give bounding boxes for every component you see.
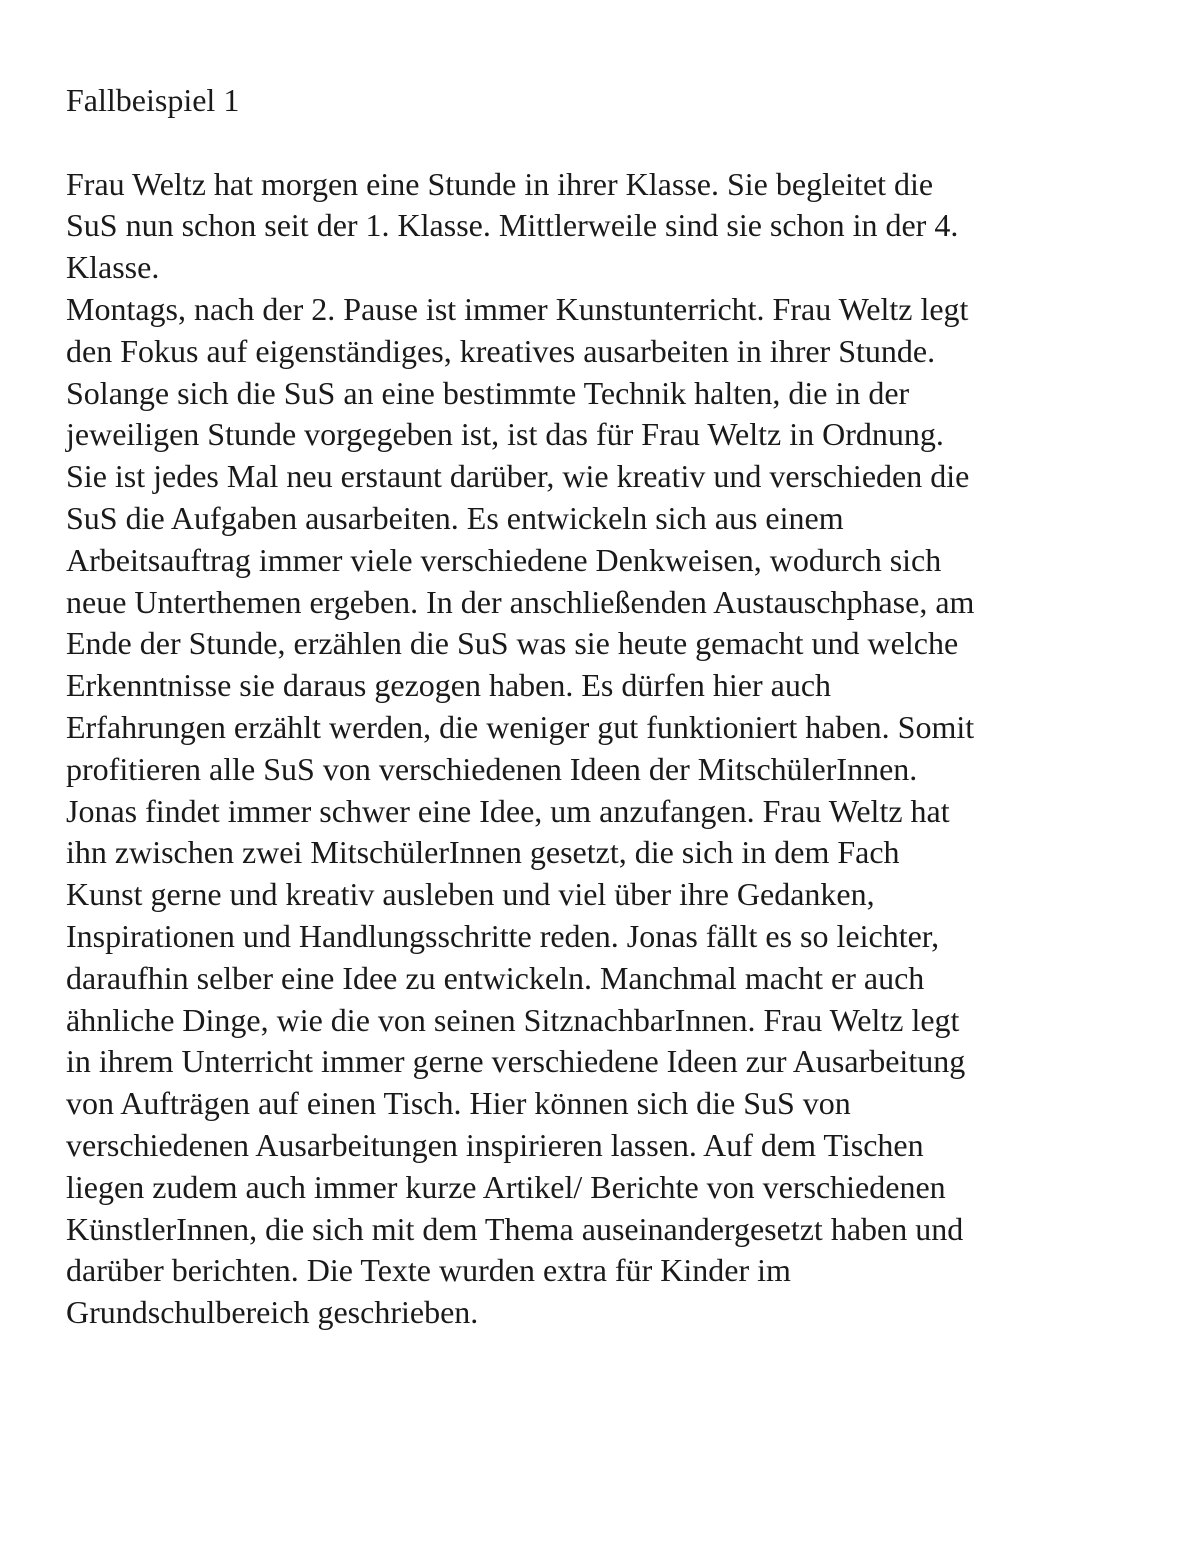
body-line: Sie ist jedes Mal neu erstaunt darüber, wie kreativ und verschieden die bbox=[66, 458, 970, 495]
document-body bbox=[66, 164, 1146, 1334]
body-line: neue Unterthemen ergeben. In der anschließenden Austauschphase, am bbox=[66, 583, 975, 620]
document-content bbox=[66, 80, 1146, 1334]
body-line: darüber berichten. Die Texte wurden extra für Kinder im bbox=[66, 1252, 791, 1289]
body-line: ähnliche Dinge, wie die von seinen SitznachbarInnen. Frau Weltz legt bbox=[66, 1001, 960, 1038]
body-line: SuS nun schon seit der 1. Klasse. Mittlerweile sind sie schon in der 4. bbox=[66, 207, 959, 244]
document-title: Fallbeispiel 1 bbox=[66, 82, 240, 118]
body-line: jeweiligen Stunde vorgegeben ist, ist das für Frau Weltz in Ordnung. bbox=[66, 416, 944, 453]
body-line: KünstlerInnen, die sich mit dem Thema auseinandergesetzt haben und bbox=[66, 1210, 964, 1247]
body-line: Arbeitsauftrag immer viele verschiedene Denkweisen, wodurch sich bbox=[66, 541, 942, 578]
body-line: daraufhin selber eine Idee zu entwickeln. Manchmal macht er auch bbox=[66, 959, 925, 996]
body-line: Erkenntnisse sie daraus gezogen haben. Es dürfen hier auch bbox=[66, 667, 832, 704]
body-line: Jonas findet immer schwer eine Idee, um anzufangen. Frau Weltz hat bbox=[66, 792, 950, 829]
body-line: Inspirationen und Handlungsschritte reden. Jonas fällt es so leichter, bbox=[66, 917, 940, 954]
body-line: Grundschulbereich geschrieben. bbox=[66, 1294, 479, 1331]
body-line: Klasse. bbox=[66, 249, 160, 286]
body-line: den Fokus auf eigenständiges, kreatives ausarbeiten in ihrer Stunde. bbox=[66, 332, 936, 369]
body-line: profitieren alle SuS von verschiedenen Ideen der MitschülerInnen. bbox=[66, 750, 918, 787]
body-line: SuS die Aufgaben ausarbeiten. Es entwickeln sich aus einem bbox=[66, 499, 844, 536]
body-line: Erfahrungen erzählt werden, die weniger gut funktioniert haben. Somit bbox=[66, 708, 975, 745]
body-line: in ihrem Unterricht immer gerne verschiedene Ideen zur Ausarbeitung bbox=[66, 1043, 966, 1080]
body-line: liegen zudem auch immer kurze Artikel/ Berichte von verschiedenen bbox=[66, 1168, 946, 1205]
body-line: verschiedenen Ausarbeitungen inspirieren lassen. Auf dem Tischen bbox=[66, 1126, 924, 1163]
body-line: von Aufträgen auf einen Tisch. Hier können sich die SuS von bbox=[66, 1085, 851, 1122]
body-line: ihn zwischen zwei MitschülerInnen gesetzt, die sich in dem Fach bbox=[66, 834, 900, 871]
body-line: Frau Weltz hat morgen eine Stunde in ihrer Klasse. Sie begleitet die bbox=[66, 165, 934, 202]
body-line: Solange sich die SuS an eine bestimmte Technik halten, die in der bbox=[66, 374, 910, 411]
body-line: Montags, nach der 2. Pause ist immer Kunstunterricht. Frau Weltz legt bbox=[66, 290, 969, 327]
title-spacer bbox=[66, 122, 1146, 164]
body-line: Kunst gerne und kreativ ausleben und viel über ihre Gedanken, bbox=[66, 876, 875, 913]
body-line: Ende der Stunde, erzählen die SuS was sie heute gemacht und welche bbox=[66, 625, 959, 662]
